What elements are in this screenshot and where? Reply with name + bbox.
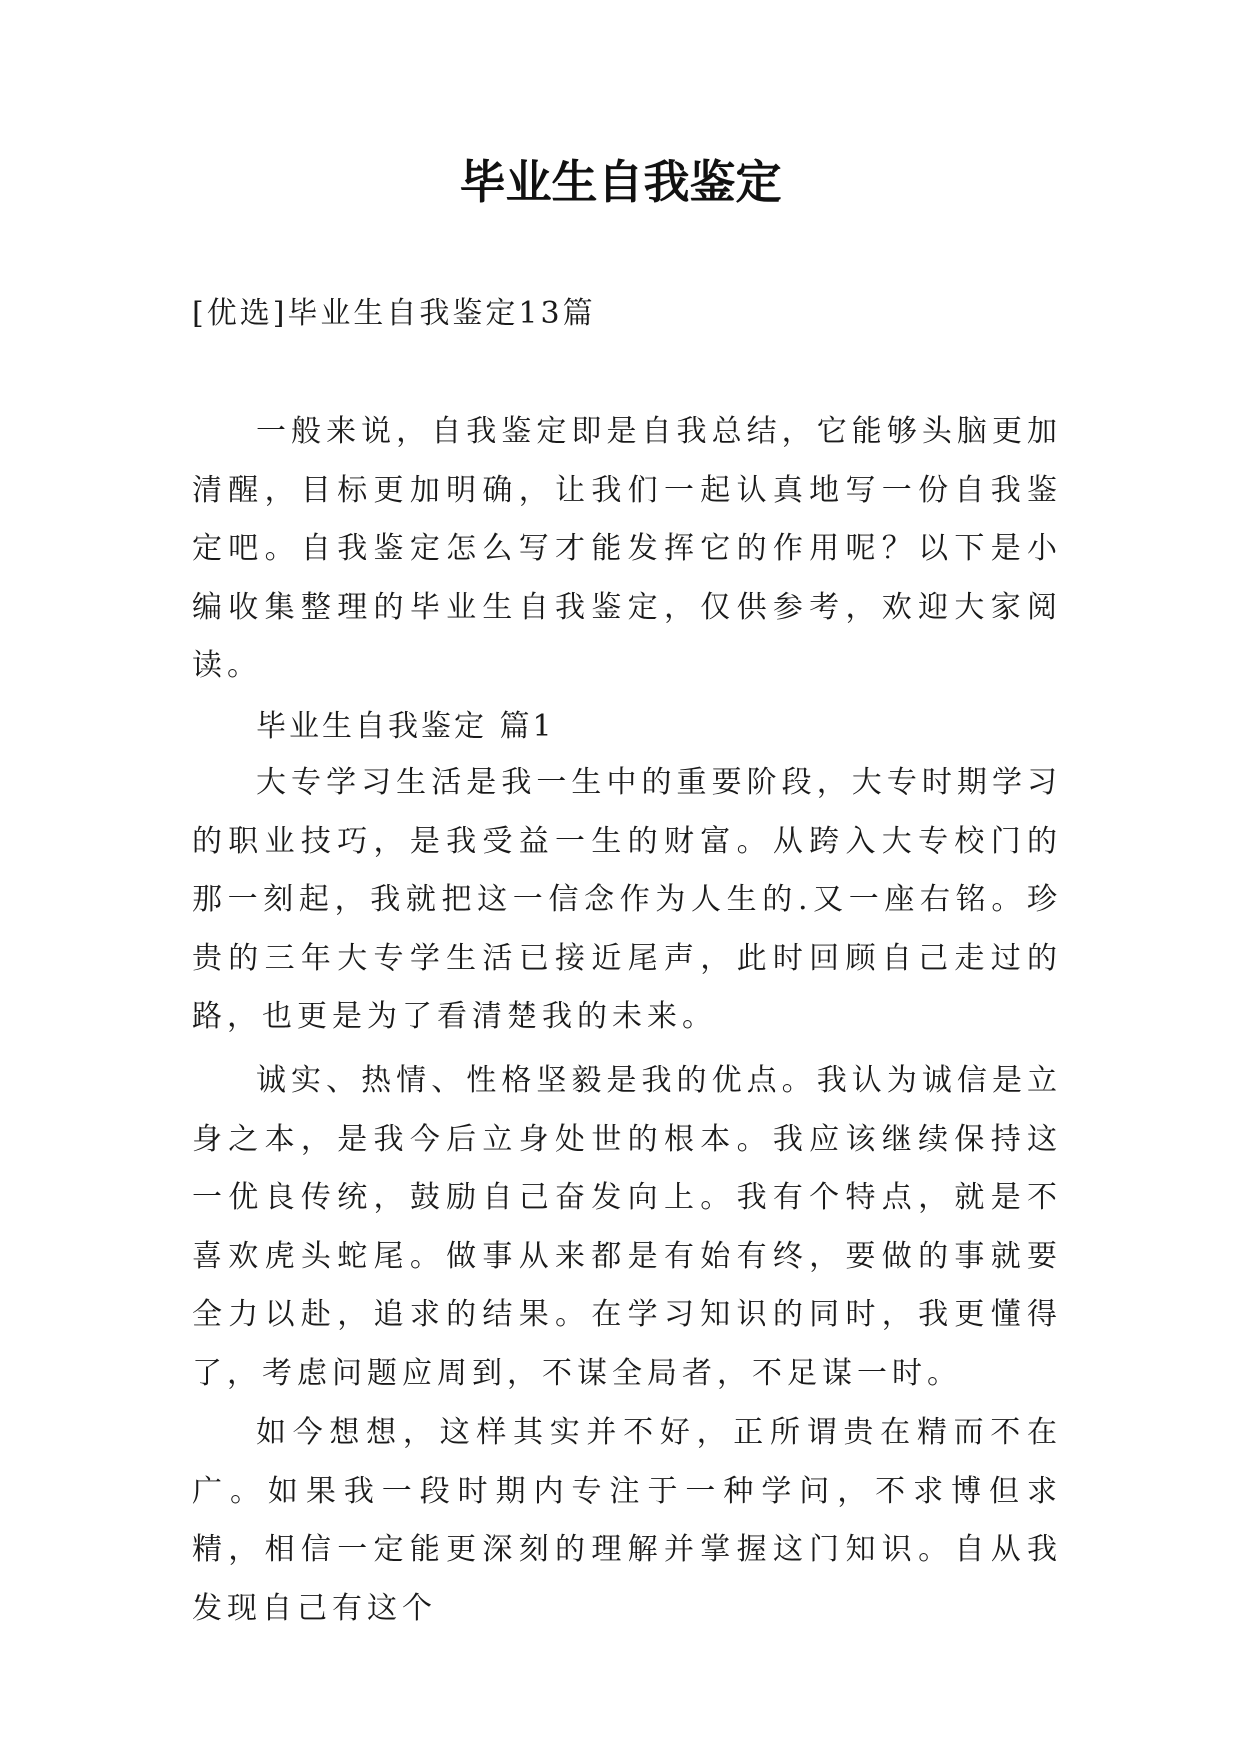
body-paragraph-1: 大专学习生活是我一生中的重要阶段，大专时期学习的职业技巧，是我受益一生的财富。从跨入大专校门的那一刻起，我就把这一信念作为人生的.又一座右铭。珍贵的三年大专学生活已接近尾声，此时回顾自己走过的路，也更是为了看清楚我的未来。 — [192, 765, 1062, 1034]
body-paragraph-2: 诚实、热情、性格坚毅是我的优点。我认为诚信是立身之本，是我今后立身处世的根本。我应该继续保持这一优良传统，鼓励自己奋发向上。我有个特点，就是不喜欢虎头蛇尾。做事从来都是有始有终，要做的事就要全力以赴，追求的结果。在学习知识的同时，我更懂得了，考虑问题应周到，不谋全局者，不足谋一时。 — [192, 1063, 1062, 1391]
intro-paragraph: 一般来说，自我鉴定即是自我总结，它能够头脑更加清醒，目标更加明确，让我们一起认真地写一份自我鉴定吧。自我鉴定怎么写才能发挥它的作用呢？以下是小编收集整理的毕业生自我鉴定，仅供参考，欢迎大家阅读。 — [192, 414, 1062, 683]
document-title: 毕业生自我鉴定 — [459, 155, 782, 209]
section-heading: 毕业生自我鉴定 篇1 — [256, 709, 555, 744]
document-subtitle: [优选]毕业生自我鉴定13篇 — [192, 296, 596, 331]
body-paragraph-3: 如今想想，这样其实并不好，正所谓贵在精而不在广。如果我一段时期内专注于一种学问，不求博但求精，相信一定能更深刻的理解并掌握这门知识。自从我发现自己有这个 — [192, 1415, 1062, 1626]
